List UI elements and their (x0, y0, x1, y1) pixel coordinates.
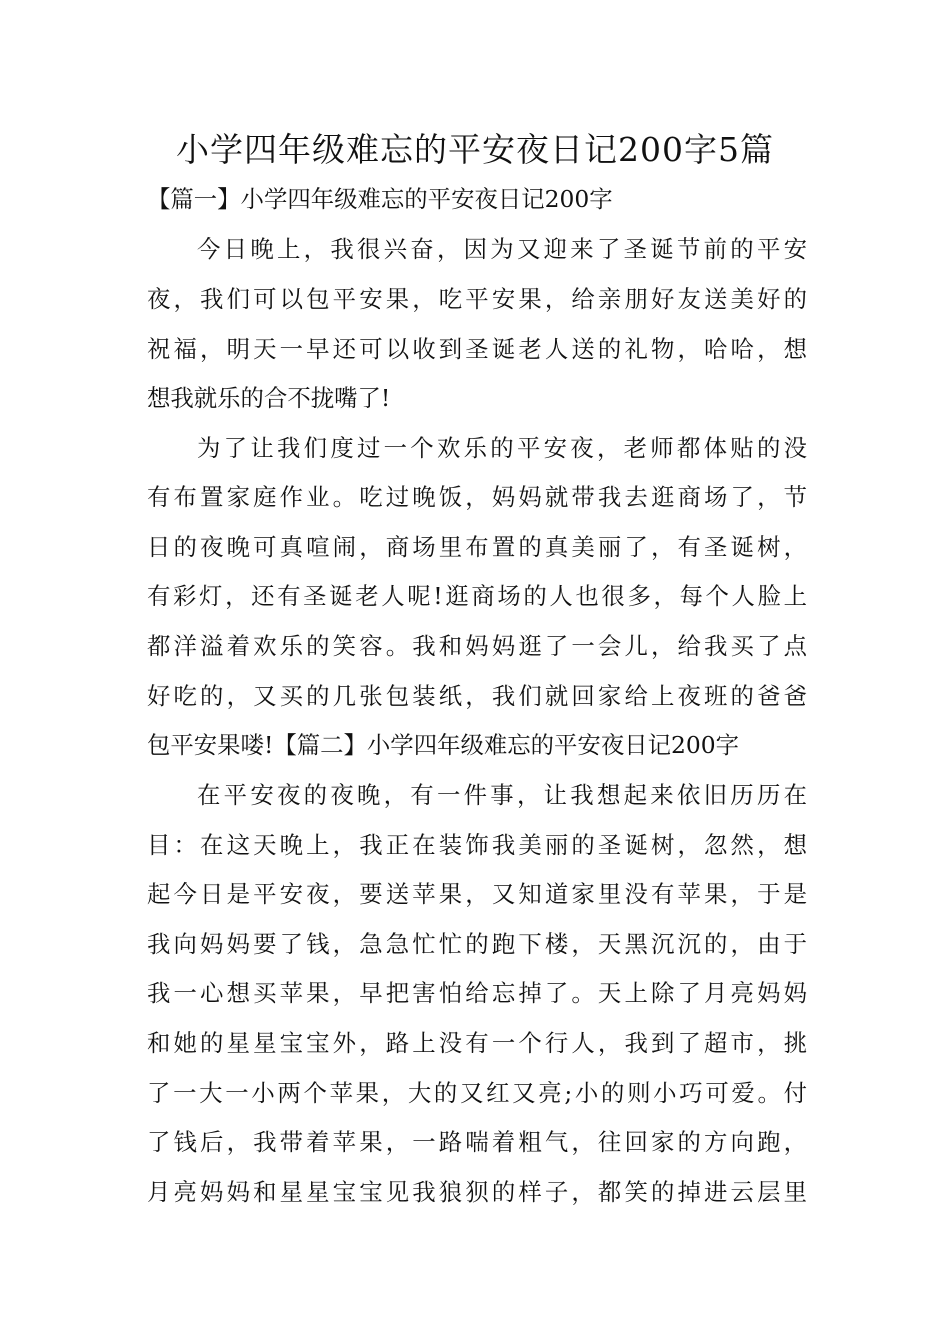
document-title: 小学四年级难忘的平安夜日记200字5篇 (176, 130, 774, 169)
paragraph-line: 起今日是平安夜，要送苹果，又知道家里没有苹果，于是 (147, 880, 807, 908)
paragraph-line: 月亮妈妈和星星宝宝见我狼狈的样子，都笑的掉进云层里 (147, 1178, 807, 1206)
paragraph-line: 了一大一小两个苹果，大的又红又亮;小的则小巧可爱。付 (147, 1079, 807, 1107)
section-heading-1: 【篇一】小学四年级难忘的平安夜日记200字 (147, 185, 613, 213)
paragraph-line: 祝福，明天一早还可以收到圣诞老人送的礼物，哈哈，想 (147, 335, 807, 363)
paragraph-line: 夜，我们可以包平安果，吃平安果，给亲朋好友送美好的 (147, 285, 807, 313)
paragraph-line: 想我就乐的合不拢嘴了! (147, 384, 391, 412)
paragraph-line: 包平安果喽!【篇二】小学四年级难忘的平安夜日记200字 (147, 731, 740, 759)
paragraph-line: 好吃的，又买的几张包装纸，我们就回家给上夜班的爸爸 (147, 682, 807, 710)
paragraph-line: 为了让我们度过一个欢乐的平安夜，老师都体贴的没 (197, 434, 807, 462)
paragraph-line: 了钱后，我带着苹果，一路喘着粗气，往回家的方向跑， (147, 1128, 807, 1156)
paragraph-line: 和她的星星宝宝外，路上没有一个行人，我到了超市，挑 (147, 1029, 807, 1057)
paragraph-line: 我一心想买苹果，早把害怕给忘掉了。天上除了月亮妈妈 (147, 979, 807, 1007)
paragraph-line: 在平安夜的夜晚，有一件事，让我想起来依旧历历在 (197, 781, 807, 809)
paragraph-line: 有彩灯，还有圣诞老人呢!逛商场的人也很多，每个人脸上 (147, 582, 807, 610)
paragraph-line: 都洋溢着欢乐的笑容。我和妈妈逛了一会儿，给我买了点 (147, 632, 807, 660)
paragraph-line: 日的夜晚可真喧闹，商场里布置的真美丽了，有圣诞树， (147, 533, 807, 561)
paragraph-line: 今日晚上，我很兴奋，因为又迎来了圣诞节前的平安 (197, 235, 807, 263)
paragraph-line: 有布置家庭作业。吃过晚饭，妈妈就带我去逛商场了，节 (147, 483, 807, 511)
paragraph-line: 目：在这天晚上，我正在装饰我美丽的圣诞树，忽然，想 (147, 831, 807, 859)
paragraph-line: 我向妈妈要了钱，急急忙忙的跑下楼，天黑沉沉的，由于 (147, 930, 807, 958)
